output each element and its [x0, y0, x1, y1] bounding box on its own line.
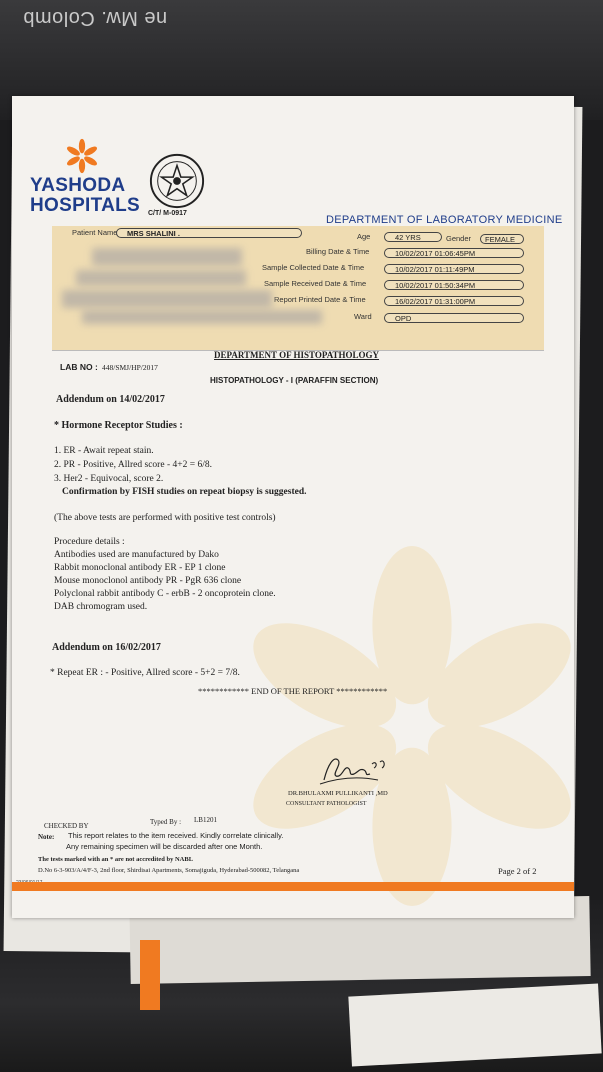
collected-field: 10/02/2017 01:11:49PM: [384, 264, 524, 274]
typed-by-label: Typed By :: [150, 818, 182, 826]
note-label: Note:: [38, 833, 55, 841]
addendum-2-title: Addendum on 16/02/2017: [52, 642, 161, 653]
nabl-note: The tests marked with an * are not accredited by NABL: [38, 856, 194, 863]
gender-label: Gender: [446, 234, 472, 243]
ward-field: OPD: [384, 313, 524, 323]
note-line-1: This report relates to the item received. Kindly correlate clinically.: [68, 831, 284, 840]
received-field: 10/02/2017 01:50:34PM: [384, 280, 524, 290]
doctor-designation: CONSULTANT PATHOLOGIST: [286, 801, 367, 807]
doctor-name: DR.BHULAXMI PULLIKANTI ,MD: [288, 790, 388, 797]
result-her2: 3. Her2 - Equivocal, score 2.: [54, 474, 164, 484]
nabl-seal-icon: [148, 152, 206, 210]
typed-by-value: LB1201: [194, 816, 217, 824]
printed-field: 16/02/2017 01:31:00PM: [384, 296, 524, 306]
hospital-address: D.No 6-3-903/A/4/F-3, 2nd floor, Shirdisai Apartments, Somajiguda, Hyderabad-500082, Telangana: [38, 867, 300, 874]
procedure-line: Mouse monoclonol antibody PR - PgR 636 clone: [54, 576, 242, 586]
bag-print-text: ne Mw. Colomb: [22, 7, 168, 30]
redacted-area: [82, 310, 322, 324]
result-er: 1. ER - Await repeat stain.: [54, 446, 154, 456]
billing-label: Billing Date & Time: [306, 247, 370, 256]
confirmation-note: Confirmation by FISH studies on repeat biopsy is suggested.: [62, 487, 307, 497]
addendum-1-title: Addendum on 14/02/2017: [56, 394, 165, 405]
age-field: 42 YRS: [384, 232, 442, 242]
patient-name-label: Patient Name: [72, 228, 118, 237]
logo-line-1: YASHODA: [30, 175, 126, 196]
received-label: Sample Received Date & Time: [264, 279, 367, 288]
department-title: DEPARTMENT OF LABORATORY MEDICINE: [326, 214, 563, 226]
procedure-title: Procedure details :: [54, 537, 125, 547]
lab-no-value: 448/SMJ/HP/2017: [102, 363, 158, 372]
footer-orange-bar: [12, 882, 574, 891]
histopathology-section: HISTOPATHOLOGY - I (PARAFFIN SECTION): [210, 376, 379, 385]
redacted-area: [62, 290, 272, 308]
procedure-line: Rabbit monoclonal antibody ER - EP 1 clone: [54, 563, 226, 573]
page-number: Page 2 of 2: [498, 866, 537, 876]
gender-field: FEMALE: [480, 234, 524, 244]
procedure-line: Polyclonal rabbit antibody C - erbB - 2 oncoprotein clone.: [54, 589, 276, 599]
yashoda-flower-logo-icon: [64, 138, 100, 174]
report-sheet: [12, 96, 574, 918]
redacted-area: [92, 248, 242, 266]
end-of-report: ************ END OF THE REPORT ************: [198, 686, 388, 696]
age-label: Age: [357, 232, 371, 241]
lab-no-label: LAB NO :: [60, 362, 98, 372]
checked-by: CHECKED BY: [44, 822, 89, 830]
logo-line-2: HOSPITALS: [30, 195, 141, 216]
flower-watermark-icon: [232, 536, 574, 916]
procedure-line: DAB chromogram used.: [54, 602, 148, 612]
repeat-er-result: * Repeat ER : - Positive, Allred score - 5+2 = 7/8.: [50, 668, 240, 678]
ward-label: Ward: [354, 312, 372, 321]
billing-field: 10/02/2017 01:06:45PM: [384, 248, 524, 258]
hospital-logo-text: [30, 176, 140, 216]
collected-label: Sample Collected Date & Time: [262, 263, 365, 272]
controls-note: (The above tests are performed with positive test controls): [54, 513, 276, 523]
underlying-sheet-corner: [348, 984, 601, 1067]
underlying-sheet-orange-edge: [140, 940, 160, 1010]
pathologist-signature: [318, 746, 398, 788]
histopathology-department: DEPARTMENT OF HISTOPATHOLOGY: [214, 350, 380, 360]
seal-code: C/T/ M-0917: [148, 210, 187, 217]
procedure-line: Antibodies used are manufactured by Dako: [54, 550, 219, 560]
printed-label: Report Printed Date & Time: [274, 295, 366, 304]
note-line-2: Any remaining specimen will be discarded after one Month.: [66, 842, 263, 851]
redacted-area: [76, 270, 246, 286]
result-pr: 2. PR - Positive, Allred score - 4+2 = 6/8.: [54, 460, 212, 470]
patient-info-band: [52, 226, 544, 350]
patient-name-field: MRS SHALINI .: [116, 228, 302, 238]
hormone-title: * Hormone Receptor Studies :: [54, 420, 183, 431]
